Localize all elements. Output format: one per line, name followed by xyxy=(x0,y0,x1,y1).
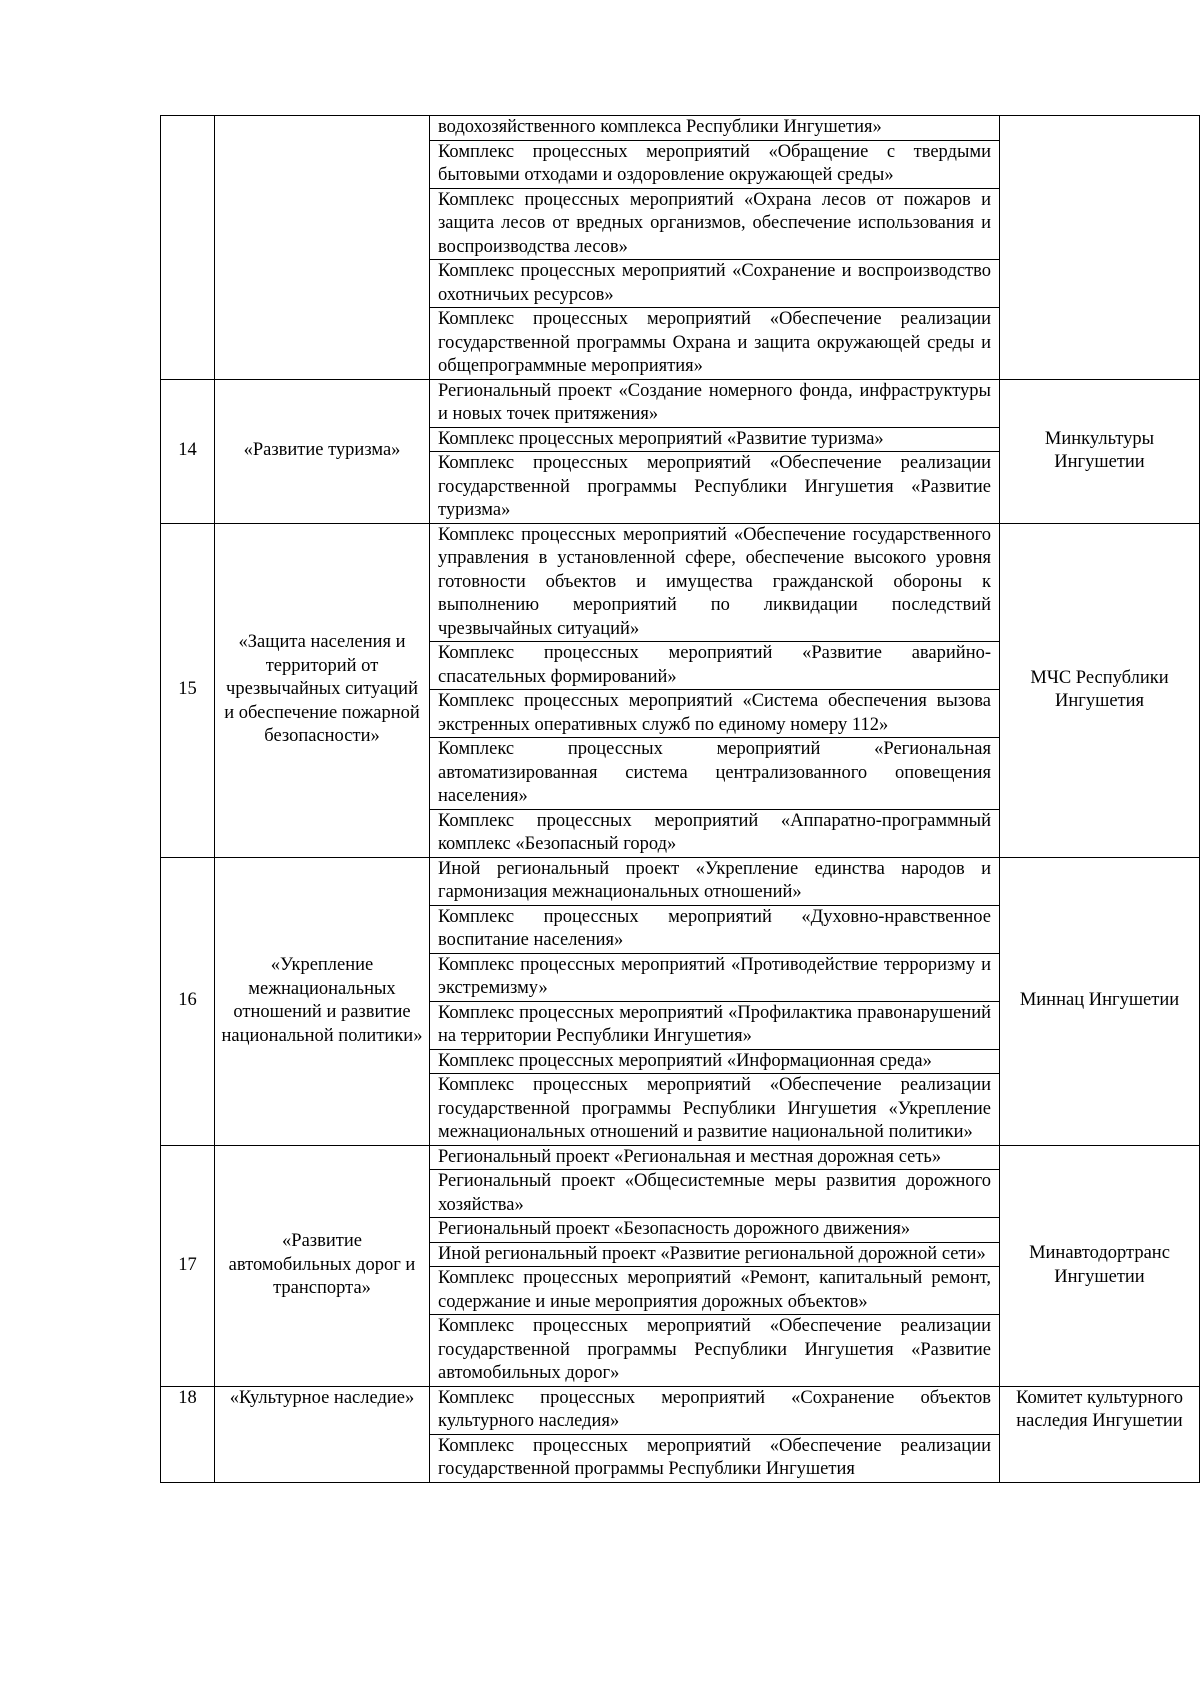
table-row xyxy=(161,523,1200,642)
activity-cell: Региональный проект «Безопасность дорожного движения» xyxy=(430,1218,1000,1243)
activity-cell: Комплекс процессных мероприятий «Обеспечение реализации государственной программы Республики Ингушетия «Укрепление межнациональных отношений и развитие национальной политики» xyxy=(430,1074,1000,1146)
row-number: 17 xyxy=(161,1145,215,1386)
row-number: 14 xyxy=(161,379,215,523)
activity-cell: Комплекс процессных мероприятий «Региональная автоматизированная система централизованного оповещения населения» xyxy=(430,738,1000,810)
program-cell xyxy=(215,116,430,380)
document-page xyxy=(160,115,1199,1483)
activity-cell: Комплекс процессных мероприятий «Сохранение и воспроизводство охотничьих ресурсов» xyxy=(430,260,1000,308)
activity-cell: Комплекс процессных мероприятий «Обеспечение реализации государственной программы Республики Ингушетия «Развитие автомобильных дорог» xyxy=(430,1315,1000,1387)
row-number: 16 xyxy=(161,857,215,1145)
activity-cell: Комплекс процессных мероприятий «Обеспечение реализации государственной программы Республики Ингушетия «Развитие туризма» xyxy=(430,452,1000,524)
num-cell xyxy=(161,116,215,380)
programs-table xyxy=(160,115,1200,1483)
activity-cell: Региональный проект «Создание номерного фонда, инфраструктуры и новых точек притяжения» xyxy=(430,379,1000,427)
activity-cell: Комплекс процессных мероприятий «Обеспечение реализации государственной программы Республики Ингушетия xyxy=(430,1434,1000,1482)
activity-cell: Комплекс процессных мероприятий «Профилактика правонарушений на территории Республики Ингушетия» xyxy=(430,1001,1000,1049)
table-row xyxy=(161,379,1200,427)
program-name: «Развитие автомобильных дорог и транспорта» xyxy=(215,1145,430,1386)
row-number: 15 xyxy=(161,523,215,857)
activity-cell: Комплекс процессных мероприятий «Система обеспечения вызова экстренных оперативных служб по единому номеру 112» xyxy=(430,690,1000,738)
activity-cell: Комплекс процессных мероприятий «Обращение с твердыми бытовыми отходами и оздоровление окружающей среды» xyxy=(430,140,1000,188)
program-name: «Защита населения и территорий от чрезвычайных ситуаций и обеспечение пожарной безопасности» xyxy=(215,523,430,857)
program-name: «Укрепление межнациональных отношений и развитие национальной политики» xyxy=(215,857,430,1145)
activity-cell: Комплекс процессных мероприятий «Развитие туризма» xyxy=(430,427,1000,452)
activity-cell: Комплекс процессных мероприятий «Развитие аварийно-спасательных формирований» xyxy=(430,642,1000,690)
table-row xyxy=(161,857,1200,905)
activity-cell: Комплекс процессных мероприятий «Обеспечение государственного управления в установленной сфере, обеспечение высокого уровня готовности объектов и имущества гражданской обороны к выполнению мероприятий по ликвидации последствий чрезвычайных ситуаций» xyxy=(430,523,1000,642)
table-row xyxy=(161,116,1200,141)
activity-cell: Комплекс процессных мероприятий «Охрана лесов от пожаров и защита лесов от вредных организмов, обеспечение использования и воспроизводства лесов» xyxy=(430,188,1000,260)
activity-cell: Комплекс процессных мероприятий «Противодействие терроризму и экстремизму» xyxy=(430,953,1000,1001)
program-name: «Культурное наследие» xyxy=(215,1386,430,1482)
program-name: «Развитие туризма» xyxy=(215,379,430,523)
responsible-executor: Миннац Ингушетии xyxy=(1000,857,1200,1145)
activity-cell: Региональный проект «Общесистемные меры развития дорожного хозяйства» xyxy=(430,1170,1000,1218)
activity-cell: Иной региональный проект «Укрепление единства народов и гармонизация межнациональных отношений» xyxy=(430,857,1000,905)
responsible-executor: Комитет культурного наследия Ингушетии xyxy=(1000,1386,1200,1482)
activity-cell: Комплекс процессных мероприятий «Духовно-нравственное воспитание населения» xyxy=(430,905,1000,953)
activity-cell: Комплекс процессных мероприятий «Обеспечение реализации государственной программы Охрана и защита окружающей среды и общепрограммные мероприятия» xyxy=(430,308,1000,380)
responsible-executor: Минкультуры Ингушетии xyxy=(1000,379,1200,523)
activity-cell: Комплекс процессных мероприятий «Сохранение объектов культурного наследия» xyxy=(430,1386,1000,1434)
activity-cell: Комплекс процессных мероприятий «Информационная среда» xyxy=(430,1049,1000,1074)
activity-cell: Комплекс процессных мероприятий «Аппаратно-программный комплекс «Безопасный город» xyxy=(430,809,1000,857)
activity-cell: Иной региональный проект «Развитие региональной дорожной сети» xyxy=(430,1242,1000,1267)
responsible-cell xyxy=(1000,116,1200,380)
activity-cell: Региональный проект «Региональная и местная дорожная сеть» xyxy=(430,1145,1000,1170)
activity-cell: Комплекс процессных мероприятий «Ремонт, капитальный ремонт, содержание и иные мероприятия дорожных объектов» xyxy=(430,1267,1000,1315)
table-row xyxy=(161,1386,1200,1434)
table-row xyxy=(161,1145,1200,1170)
activity-cell: водохозяйственного комплекса Республики Ингушетия» xyxy=(430,116,1000,141)
responsible-executor: Минавтодортранс Ингушетии xyxy=(1000,1145,1200,1386)
row-number: 18 xyxy=(161,1386,215,1482)
responsible-executor: МЧС Республики Ингушетия xyxy=(1000,523,1200,857)
